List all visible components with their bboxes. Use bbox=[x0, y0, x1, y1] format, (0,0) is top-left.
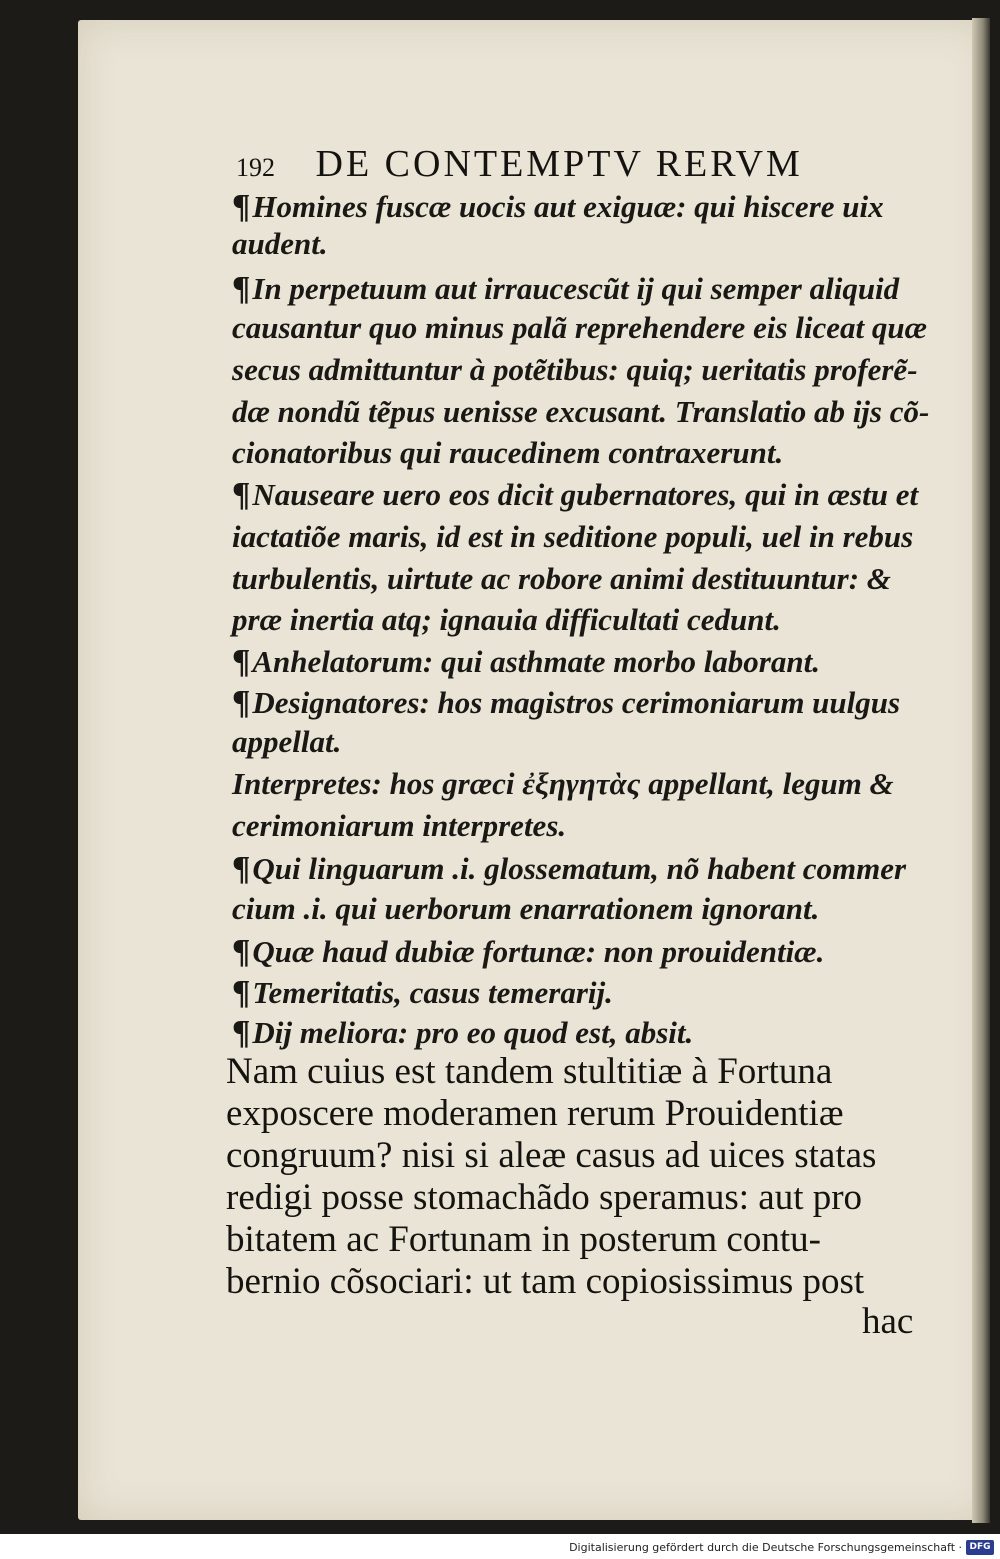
text-line: Nam cuius est tandem stultitiæ à Fortuna bbox=[226, 1051, 833, 1092]
note-line: ¶Dij meliora: pro eo quod est, absit. bbox=[232, 1014, 694, 1051]
pilcrow-icon: ¶ bbox=[232, 1014, 251, 1051]
footer-credit: Digitalisierung gefördert durch die Deutsche Forschungsgemeinschaft · bbox=[569, 1541, 962, 1554]
pilcrow-icon: ¶ bbox=[232, 684, 251, 721]
text-line: bernio cõsociari: ut tam copiosissimus post bbox=[226, 1261, 865, 1302]
text-line: bitatem ac Fortunam in posterum contu- bbox=[226, 1219, 821, 1260]
catchword: hac bbox=[862, 1301, 914, 1342]
pilcrow-icon: ¶ bbox=[232, 933, 251, 970]
pilcrow-icon: ¶ bbox=[232, 850, 251, 887]
note-line: appellat. bbox=[232, 724, 342, 759]
note-line: turbulentis, uirtute ac robore animi destituuntur: & bbox=[232, 561, 891, 596]
text-line: congruum? nisi si aleæ casus ad uices statas bbox=[226, 1135, 877, 1176]
note-line: ¶Anhelatorum: qui asthmate morbo laborant. bbox=[232, 643, 820, 680]
text-line: exposcere moderamen rerum Prouidentiæ bbox=[226, 1093, 844, 1134]
running-head: DE CONTEMPTV RERVM bbox=[315, 143, 803, 185]
pilcrow-icon: ¶ bbox=[232, 643, 251, 680]
pilcrow-icon: ¶ bbox=[232, 974, 251, 1011]
dfg-logo: DFG bbox=[966, 1540, 994, 1555]
note-line: cerimoniarum interpretes. bbox=[232, 808, 567, 843]
text-line: redigi posse stomachãdo speramus: aut pro bbox=[226, 1177, 863, 1218]
pilcrow-icon: ¶ bbox=[232, 188, 251, 225]
note-line: ¶Quæ haud dubiæ fortunæ: non prouidentiæ. bbox=[232, 933, 825, 970]
note-line: ¶Temeritatis, casus temerarij. bbox=[232, 974, 613, 1011]
note-line: cionatoribus qui raucedinem contraxerunt. bbox=[232, 435, 784, 470]
note-line: iactatiõe maris, id est in seditione populi, uel in rebus bbox=[232, 519, 914, 554]
note-line: causantur quo minus palã reprehendere eis liceat quæ bbox=[232, 310, 927, 345]
note-line: secus admittuntur à potẽtibus: quiq; ueritatis proferẽ- bbox=[232, 352, 918, 387]
footer-bar bbox=[0, 1538, 1000, 1559]
note-line: Interpretes: hos græci ἐξηγητὰς appellant, legum & bbox=[232, 766, 894, 801]
pilcrow-icon: ¶ bbox=[232, 476, 251, 513]
page-header bbox=[236, 142, 926, 186]
page-edge bbox=[972, 18, 990, 1523]
note-line: cium .i. qui uerborum enarrationem ignorant. bbox=[232, 891, 820, 926]
pilcrow-icon: ¶ bbox=[232, 270, 251, 307]
note-line: ¶Nauseare uero eos dicit gubernatores, qui in æstu et bbox=[232, 476, 919, 513]
note-line: dæ nondũ tẽpus uenisse excusant. Translatio ab ijs cõ- bbox=[232, 394, 930, 429]
folio-number: 192 bbox=[236, 153, 275, 182]
note-line: ¶In perpetuum aut irraucescũt ij qui semper aliquid bbox=[232, 270, 900, 307]
note-line: audent. bbox=[232, 226, 328, 261]
note-line: ¶Homines fuscæ uocis aut exiguæ: qui hiscere uix bbox=[232, 188, 884, 225]
note-line: ¶Qui linguarum .i. glossematum, nõ habent commer bbox=[232, 850, 907, 887]
note-line: præ inertia atq; ignauia difficultati cedunt. bbox=[232, 602, 781, 637]
note-line: ¶Designatores: hos magistros cerimoniarum uulgus bbox=[232, 684, 901, 721]
